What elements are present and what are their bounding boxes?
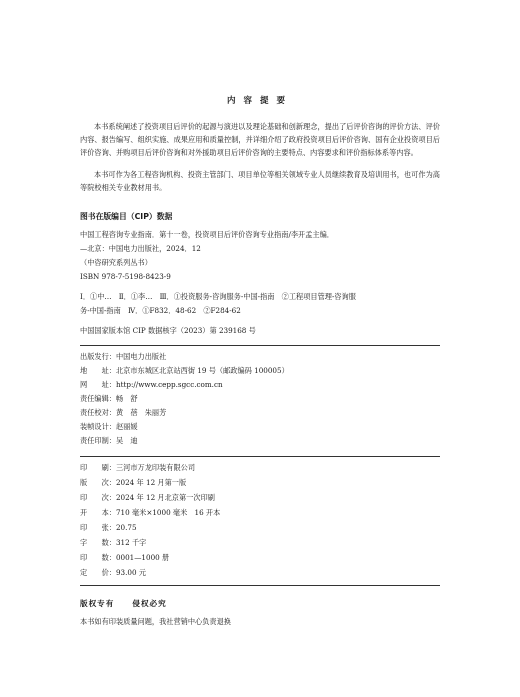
proofreaders-label: 责任校对： xyxy=(80,408,116,417)
designer-label: 装帧设计： xyxy=(80,422,116,431)
website-value: http://www.cepp.sgcc.com.cn xyxy=(115,380,223,389)
price-label: 定 价： xyxy=(80,568,116,577)
proofreaders-value: 黄 蓓 朱丽芳 xyxy=(115,408,167,417)
editor-label: 责任编辑： xyxy=(80,394,116,403)
word-count-label: 字 数： xyxy=(80,538,116,547)
address-label: 地 址： xyxy=(80,366,116,375)
edition-row xyxy=(80,478,186,488)
edition-value: 2024 年 12 月第一版 xyxy=(115,478,187,487)
printing-supervisor-row xyxy=(80,436,138,446)
impression-label: 印 次： xyxy=(80,493,116,502)
divider-middle xyxy=(80,456,440,457)
printer-label: 印 刷： xyxy=(80,463,116,472)
cip-line-record-number: 中国国家版本馆 CIP 数据核字（2023）第 239168 号 xyxy=(80,326,256,335)
cip-line-title: 中国工程咨询专业指南．第十一卷，投资项目后评价咨询专业指南/李开孟主编． xyxy=(80,230,334,239)
summary-title: 内容提要 xyxy=(226,96,293,106)
cip-line-subjects-cont: 务-中国-指南 Ⅳ．①F832．48-62 ②F284-62 xyxy=(80,306,241,315)
printer-value: 三河市万龙印装有限公司 xyxy=(115,463,196,472)
publisher-label: 出版发行： xyxy=(80,352,116,361)
format-row xyxy=(80,508,220,518)
sheets-label: 印 张： xyxy=(80,523,116,532)
proofreaders-row xyxy=(80,408,166,418)
printing-supervisor-label: 责任印制： xyxy=(80,436,116,445)
copyright-note: 本书如有印装质量问题，我社营销中心负责退换 xyxy=(80,617,231,626)
printer-row xyxy=(80,463,195,473)
edition-label: 版 次： xyxy=(80,478,116,487)
copyright-part-1: 版权专有 xyxy=(80,599,115,608)
print-run-value: 0001—1000 册 xyxy=(115,553,170,562)
publisher-row xyxy=(80,352,166,362)
website-row xyxy=(80,380,223,390)
copyright-heading xyxy=(80,598,167,609)
summary-paragraph-1: 本书系统阐述了投资项目后评价的起源与演进以及理论基础和创新理念，提出了后评价咨询的评价方法、评价内容、报告编写、组织实施、成果应用和质量控制，并详细介绍了政府投资项目后评价咨询、国有企业投资项目后评价咨询、并购项目后评价咨询和对外援助项目后评价咨询的主要特点、内容要求和评价指标体系等内容。 xyxy=(80,122,440,157)
price-row xyxy=(80,568,146,578)
address-row xyxy=(80,366,289,376)
cip-line-series: （中咨研究系列丛书） xyxy=(80,258,152,267)
impression-row xyxy=(80,493,215,503)
cip-line-imprint: —北京：中国电力出版社，2024．12 xyxy=(80,244,201,253)
copyright-part-2: 侵权必究 xyxy=(132,599,167,608)
cip-line-isbn: ISBN 978-7-5198-8423-9 xyxy=(80,272,171,281)
editor-row xyxy=(80,394,138,404)
sheets-value: 20.75 xyxy=(115,523,137,532)
print-run-label: 印 数： xyxy=(80,553,116,562)
price-value: 93.00 元 xyxy=(115,568,147,577)
divider-bottom xyxy=(80,585,440,586)
word-count-row xyxy=(80,538,146,548)
word-count-value: 312 千字 xyxy=(115,538,147,547)
summary-paragraph-2: 本书可作为各工程咨询机构、投资主管部门、项目单位等相关领域专业人员继续教育及培训用书，也可作为高等院校相关专业教材用书。 xyxy=(80,170,440,192)
format-label: 开 本： xyxy=(80,508,116,517)
designer-row xyxy=(80,422,138,432)
website-label: 网 址： xyxy=(80,380,116,389)
publisher-value: 中国电力出版社 xyxy=(115,352,167,361)
address-value: 北京市东城区北京站西街 19 号（邮政编码 100005） xyxy=(115,366,289,375)
print-run-row xyxy=(80,553,169,563)
designer-value: 赵丽媛 xyxy=(115,422,138,431)
cip-heading: 图书在版编目（CIP）数据 xyxy=(80,212,173,221)
divider-top xyxy=(80,345,440,346)
sheets-row xyxy=(80,523,137,533)
cip-line-subjects: Ⅰ．①中… Ⅱ．①李… Ⅲ．①投资服务-咨询服务-中国-指南 ②工程项目管理-咨询服 xyxy=(80,292,356,301)
format-value: 710 毫米×1000 毫米 16 开本 xyxy=(115,508,221,517)
printing-supervisor-value: 吴 迪 xyxy=(115,436,138,445)
impression-value: 2024 年 12 月北京第一次印刷 xyxy=(115,493,215,502)
editor-value: 畅 舒 xyxy=(115,394,138,403)
